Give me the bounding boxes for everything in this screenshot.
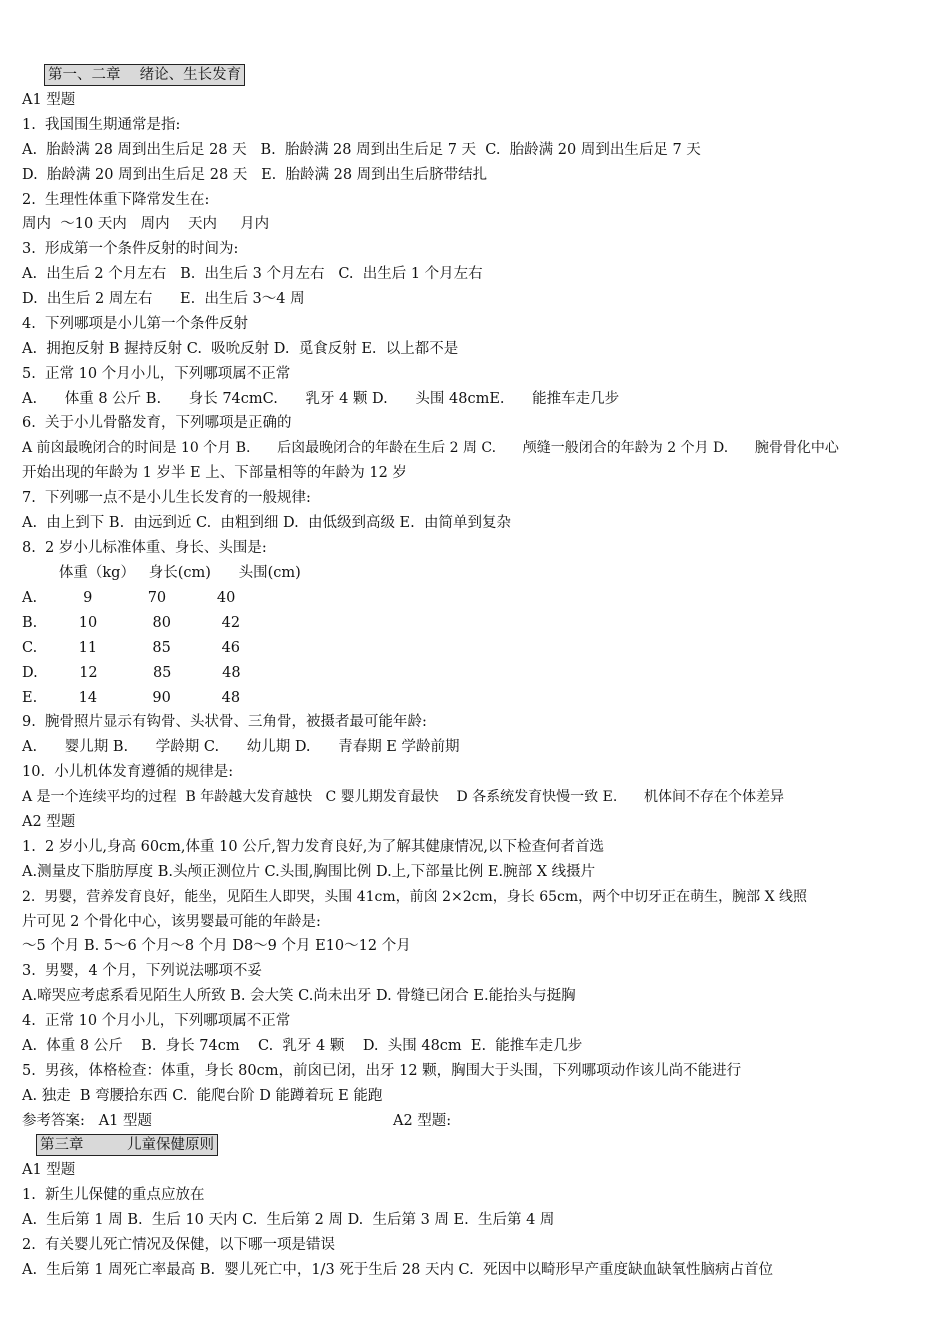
option-line: ～5 个月 B. 5～6 个月～8 个月 D8～9 个月 E10～12 个月	[22, 938, 411, 954]
question-line: 5. 正常 10 个月小儿，下列哪项属不正常	[22, 366, 291, 382]
option-line: A. 体重 8 公斤 B. 身长 74cm C. 乳牙 4 颗 D. 头围 48cm E. 能推车走几步	[22, 1038, 583, 1054]
option-line: D. 胎龄满 20 周到出生后足 28 天 E. 胎龄满 28 周到出生后脐带结扎	[22, 167, 488, 183]
question-line: 10. 小儿机体发育遵循的规律是:	[22, 764, 234, 780]
option-line: A 是一个连续平均的过程 B 年龄越大发育越快 C 婴儿期发育最快 D 各系统发育快慢一致 E. 机体间不存在个体差异	[22, 789, 785, 805]
option-line: A. 独走 B 弯腰拾东西 C. 能爬台阶 D 能蹲着玩 E 能跑	[22, 1088, 383, 1104]
chapter-heading-box: 第三章 儿童保健原则	[36, 1134, 218, 1156]
question-line: 1. 我国围生期通常是指:	[22, 117, 181, 133]
option-line: A. 胎龄满 28 周到出生后足 28 天 B. 胎龄满 28 周到出生后足 7 天 C. 胎龄满 20 周到出生后足 7 天	[22, 142, 701, 158]
table-row: E. 14 90 48	[22, 690, 241, 706]
question-line: 8. 2 岁小儿标准体重、身长、头围是:	[22, 540, 267, 556]
table-row: B. 10 80 42	[22, 615, 241, 631]
question-line: 3. 形成第一个条件反射的时间为:	[22, 241, 239, 257]
question-line: 4. 正常 10 个月小儿，下列哪项属不正常	[22, 1013, 291, 1029]
table-header: 体重（kg） 身长(cm) 头围(cm)	[22, 565, 301, 581]
question-line: 5. 男孩，体格检查：体重，身长 80cm，前囟已闭，出牙 12 颗，胸围大于头围，下列哪项动作该儿尚不能进行	[22, 1063, 742, 1079]
question-line: 1. 2 岁小儿,身高 60cm,体重 10 公斤,智力发育良好,为了解其健康情况,以下检查何者首选	[22, 839, 605, 855]
question-line: 4. 下列哪项是小儿第一个条件反射	[22, 316, 249, 332]
option-line: A. 体重 8 公斤 B. 身长 74cmC. 乳牙 4 颗 D. 头围 48cmE. 能推车走几步	[22, 391, 620, 407]
section-label-a1: A1 型题	[22, 1162, 76, 1178]
section-label-a1: A1 型题	[22, 92, 76, 108]
answer-key-a2: A2 型题:	[393, 1113, 452, 1129]
option-line: A 前囟最晚闭合的时间是 10 个月 B. 后囟最晚闭合的年龄在生后 2 周 C. 颅缝一般闭合的年龄为 2 个月 D. 腕骨骨化中心	[22, 440, 839, 456]
chapter-heading-3	[36, 1134, 920, 1156]
chapter-heading-box: 第一、二章 绪论、生长发育	[44, 64, 245, 86]
question-line: 3. 男婴，4 个月，下列说法哪项不妥	[22, 963, 262, 979]
option-line: A. 生后第 1 周死亡率最高 B. 婴儿死亡中，1/3 死于生后 28 天内 C. 死因中以畸形早产重度缺血缺氧性脑病占首位	[22, 1262, 773, 1278]
question-line: 6. 关于小儿骨骼发育，下列哪项是正确的	[22, 415, 292, 431]
option-line: A. 生后第 1 周 B. 生后 10 天内 C. 生后第 2 周 D. 生后第 3 周 E. 生后第 4 周	[22, 1212, 555, 1228]
option-line: D. 出生后 2 周左右 E. 出生后 3～4 周	[22, 291, 305, 307]
question-line: 片可见 2 个骨化中心，该男婴最可能的年龄是:	[22, 914, 321, 930]
question-line: 7. 下列哪一点不是小儿生长发育的一般规律:	[22, 490, 311, 506]
table-row: C. 11 85 46	[22, 640, 241, 656]
question-line: 2. 男婴，营养发育良好，能坐，见陌生人即哭，头围 41cm，前囟 2×2cm，身长 65cm，两个中切牙正在萌生，腕部 X 线照	[22, 889, 807, 905]
option-line: 周内 ～10 天内 周内 天内 月内	[22, 216, 270, 232]
question-line: 2. 生理性体重下降常发生在:	[22, 192, 210, 208]
option-line: A. 由上到下 B. 由远到近 C. 由粗到细 D. 由低级到高级 E. 由简单到复杂	[22, 515, 511, 531]
table-row: A. 9 70 40	[22, 590, 236, 606]
option-line: A. 出生后 2 个月左右 B. 出生后 3 个月左右 C. 出生后 1 个月左右	[22, 266, 483, 282]
question-line: 2. 有关婴儿死亡情况及保健，以下哪一项是错误	[22, 1237, 336, 1253]
option-line: A.啼哭应考虑系看见陌生人所致 B. 会大笑 C.尚未出牙 D. 骨缝已闭合 E.能抬头与挺胸	[22, 988, 576, 1004]
question-line: 1. 新生儿保健的重点应放在	[22, 1187, 205, 1203]
table-row: D. 12 85 48	[22, 665, 241, 681]
option-line: A. 婴儿期 B. 学龄期 C. 幼儿期 D. 青春期 E 学龄前期	[22, 739, 460, 755]
option-line: A. 拥抱反射 B 握持反射 C. 吸吮反射 D. 觅食反射 E. 以上都不是	[22, 341, 459, 357]
answer-key-a1: 参考答案: A1 型题	[22, 1113, 153, 1129]
option-line: A.测量皮下脂肪厚度 B.头颅正测位片 C.头围,胸围比例 D.上,下部量比例 E.腕部 X 线摄片	[22, 864, 596, 880]
option-line: 开始出现的年龄为 1 岁半 E 上、下部量相等的年龄为 12 岁	[22, 465, 407, 481]
section-label-a2: A2 型题	[22, 814, 76, 830]
question-line: 9. 腕骨照片显示有钩骨、头状骨、三角骨，被摄者最可能年龄:	[22, 714, 427, 730]
chapter-heading-1-2	[44, 64, 920, 86]
